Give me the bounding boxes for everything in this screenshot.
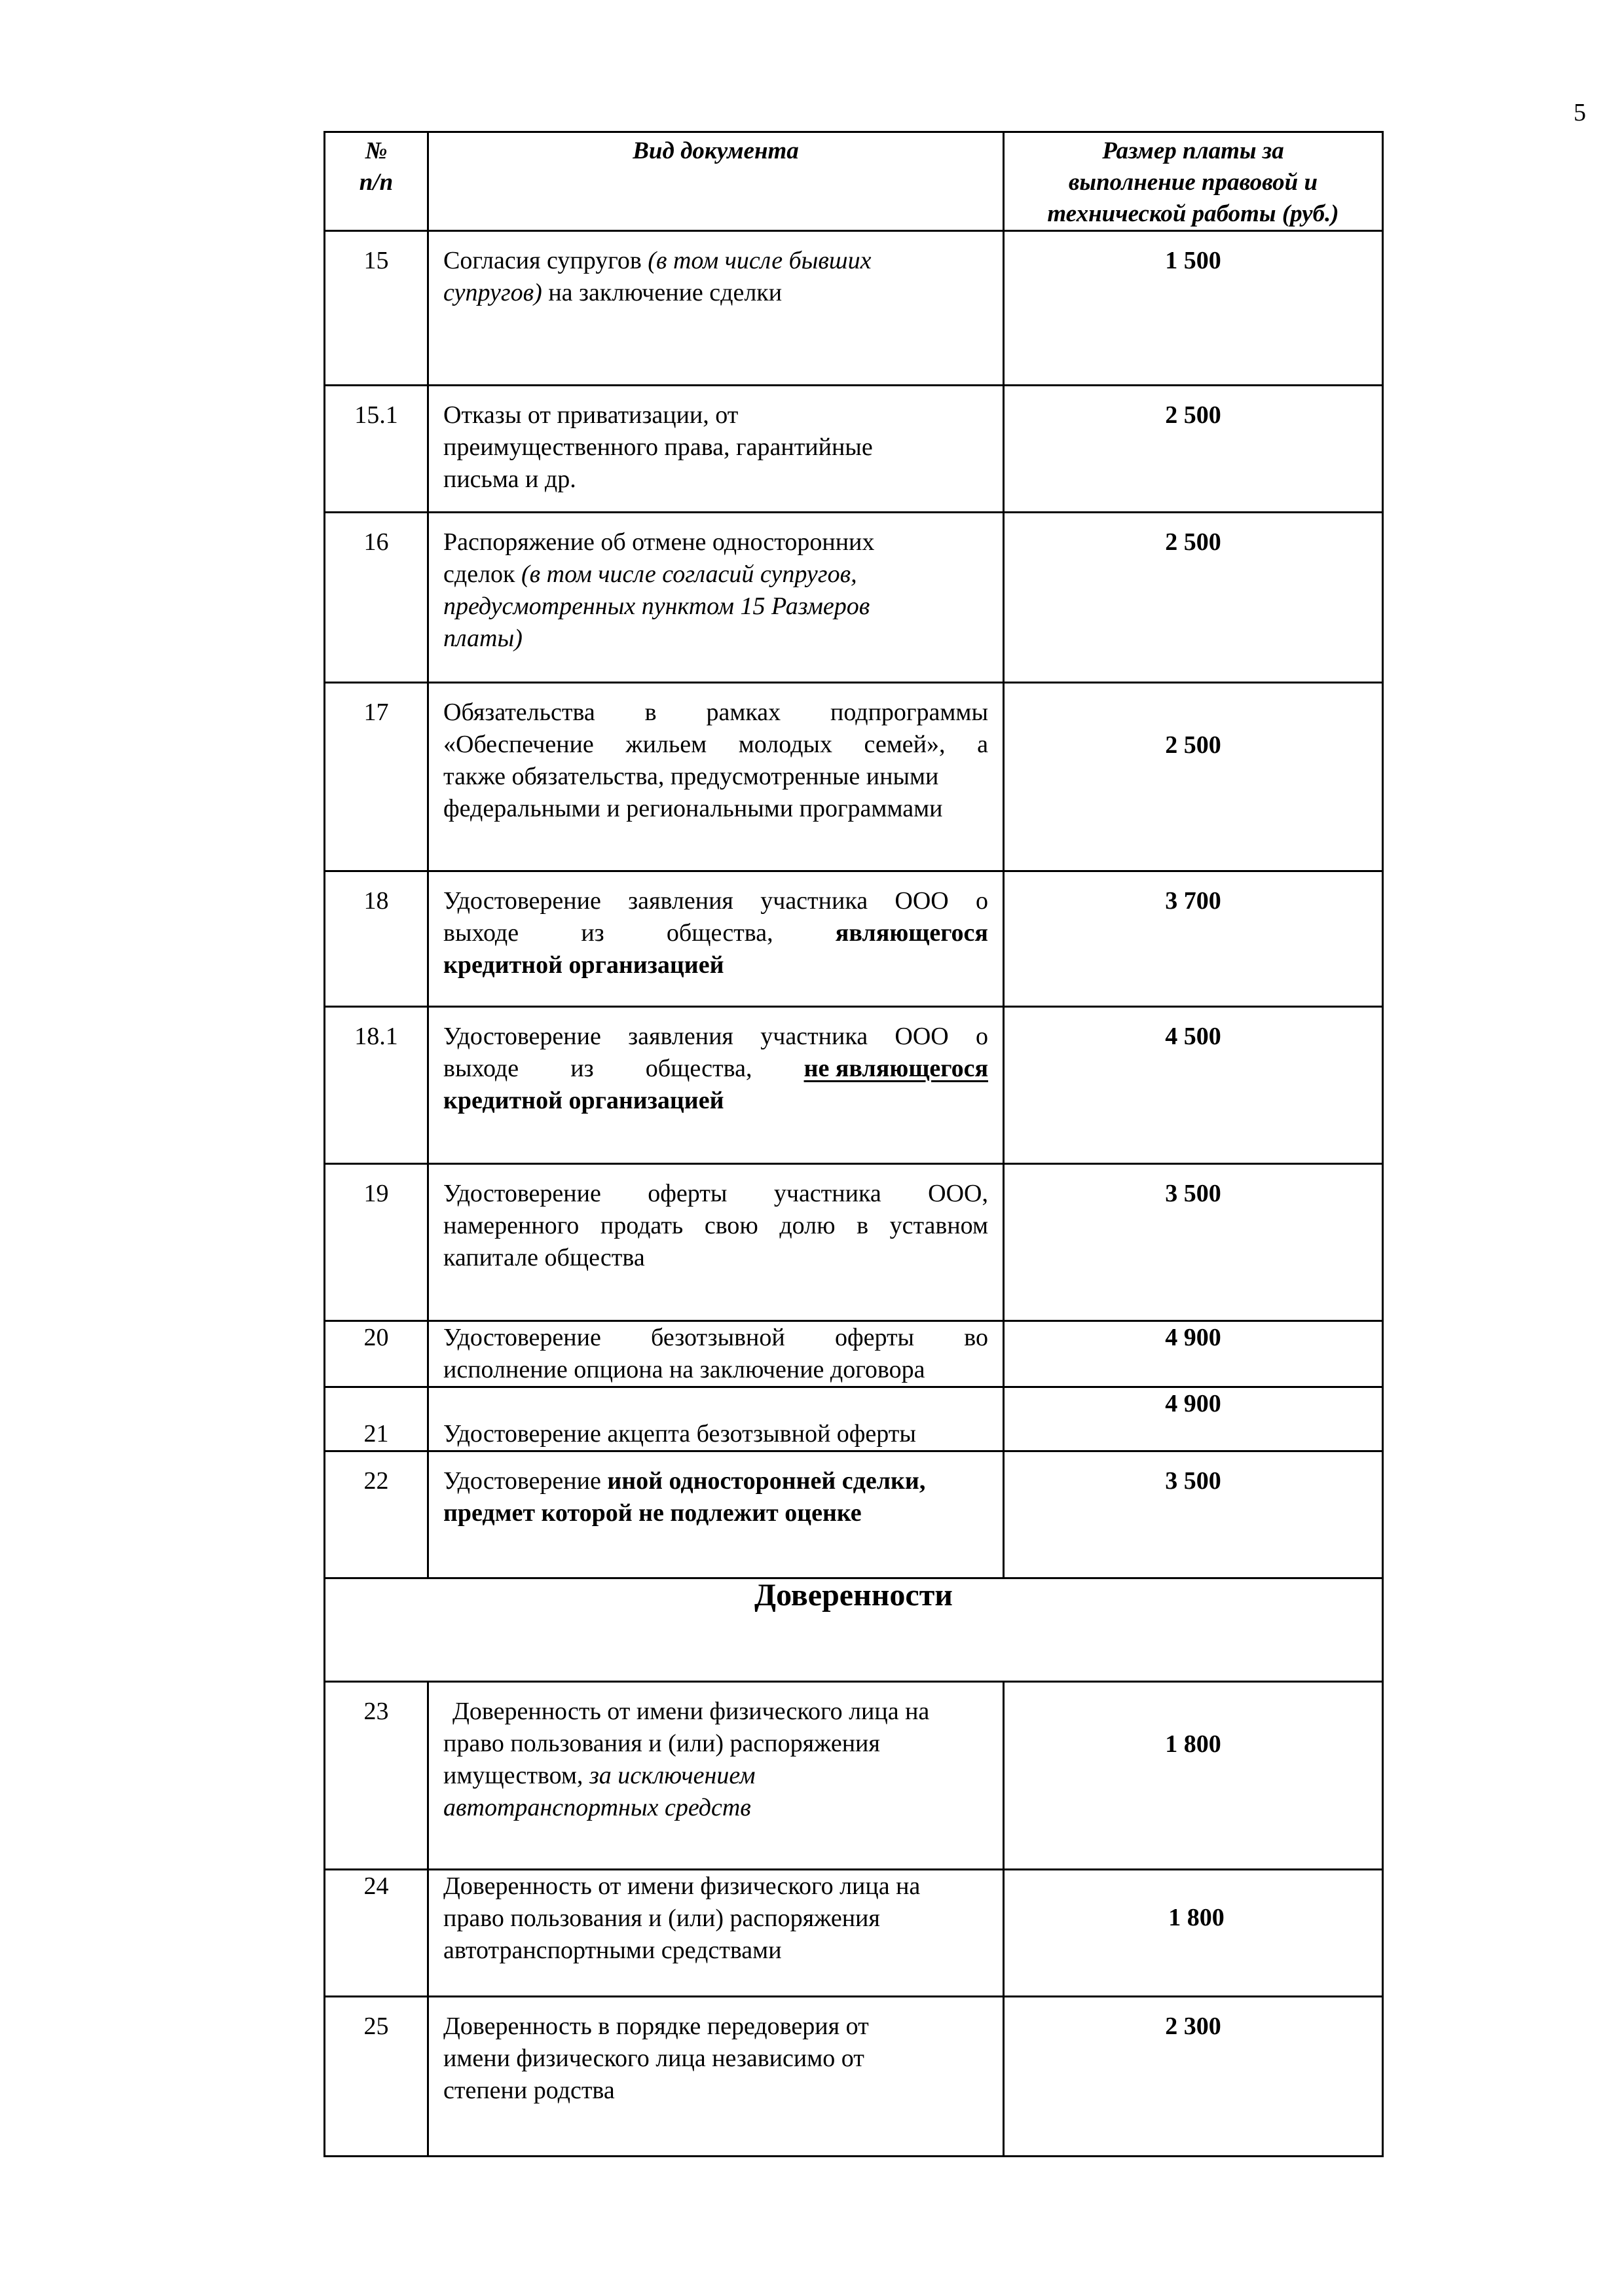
header-document-type: Вид документа: [428, 132, 1004, 231]
row-number: 21: [325, 1387, 428, 1451]
row-number: 18: [325, 871, 428, 1007]
row-fee: 4 900: [1004, 1387, 1383, 1451]
row-document: Отказы от приватизации, от преимущественного права, гарантийные письма и др.: [428, 386, 1004, 513]
fee-table: [323, 131, 1384, 2157]
row-document: Удостоверение заявления участника ООО о выходе из общества, не являющегося кредитной организацией: [428, 1007, 1004, 1164]
row-number: 22: [325, 1451, 428, 1578]
table-row: [325, 871, 1383, 1007]
row-document: Доверенность в порядке передоверия от имени физического лица независимо от степени родства: [428, 1997, 1004, 2157]
header-fee: Размер платы за выполнение правовой и технической работы (руб.): [1004, 132, 1383, 231]
header-number: № п/п: [325, 132, 428, 231]
table-row: [325, 1997, 1383, 2157]
row-number: 25: [325, 1997, 428, 2157]
row-number: 15: [325, 231, 428, 386]
table-header-row: [325, 132, 1383, 231]
row-fee: 1 800: [1004, 1682, 1383, 1870]
row-document: Удостоверение заявления участника ООО о выходе из общества, являющегося кредитной организацией: [428, 871, 1004, 1007]
row-document: Удостоверение акцепта безотзывной оферты: [428, 1387, 1004, 1451]
table-row: [325, 386, 1383, 513]
row-document: Согласия супругов (в том числе бывших супругов) на заключение сделки: [428, 231, 1004, 386]
row-number: 19: [325, 1164, 428, 1321]
row-fee: 4 900: [1004, 1321, 1383, 1387]
row-fee: 1 800: [1004, 1870, 1383, 1997]
table-row: [325, 683, 1383, 871]
row-number: 18.1: [325, 1007, 428, 1164]
row-number: 24: [325, 1870, 428, 1997]
table-row: [325, 231, 1383, 386]
row-fee: 3 500: [1004, 1451, 1383, 1578]
row-number: 16: [325, 513, 428, 683]
row-number: 20: [325, 1321, 428, 1387]
table-row: [325, 1007, 1383, 1164]
row-fee: 2 500: [1004, 386, 1383, 513]
row-number: 17: [325, 683, 428, 871]
row-document: Удостоверение оферты участника ООО, намеренного продать свою долю в уставном капитале общества: [428, 1164, 1004, 1321]
row-fee: 3 500: [1004, 1164, 1383, 1321]
table-row: [325, 1387, 1383, 1451]
row-fee: 4 500: [1004, 1007, 1383, 1164]
row-fee: 2 500: [1004, 513, 1383, 683]
row-document: Распоряжение об отмене односторонних сделок (в том числе согласий супругов, предусмотренных пунктом 15 Размеров платы): [428, 513, 1004, 683]
row-fee: 2 500: [1004, 683, 1383, 871]
row-document: Доверенность от имени физического лица на право пользования и (или) распоряжения автотранспортными средствами: [428, 1870, 1004, 1997]
page-number: 5: [1574, 99, 1586, 126]
row-fee: 1 500: [1004, 231, 1383, 386]
table-row: [325, 513, 1383, 683]
row-number: 23: [325, 1682, 428, 1870]
table-row: [325, 1164, 1383, 1321]
row-fee: 2 300: [1004, 1997, 1383, 2157]
table-row: [325, 1682, 1383, 1870]
row-number: 15.1: [325, 386, 428, 513]
section-row: [325, 1578, 1383, 1682]
table-row: [325, 1870, 1383, 1997]
section-title: Доверенности: [325, 1578, 1383, 1682]
row-fee: 3 700: [1004, 871, 1383, 1007]
table-row: [325, 1321, 1383, 1387]
row-document: Удостоверение безотзывной оферты во исполнение опциона на заключение договора: [428, 1321, 1004, 1387]
table-row: [325, 1451, 1383, 1578]
row-document: Доверенность от имени физического лица на право пользования и (или) распоряжения имуществом, за исключением автотранспортных средств: [428, 1682, 1004, 1870]
row-document: Удостоверение иной односторонней сделки, предмет которой не подлежит оценке: [428, 1451, 1004, 1578]
row-document: Обязательства в рамках подпрограммы «Обеспечение жильем молодых семей», а также обязательства, предусмотренные иными федеральными и региональными программами: [428, 683, 1004, 871]
